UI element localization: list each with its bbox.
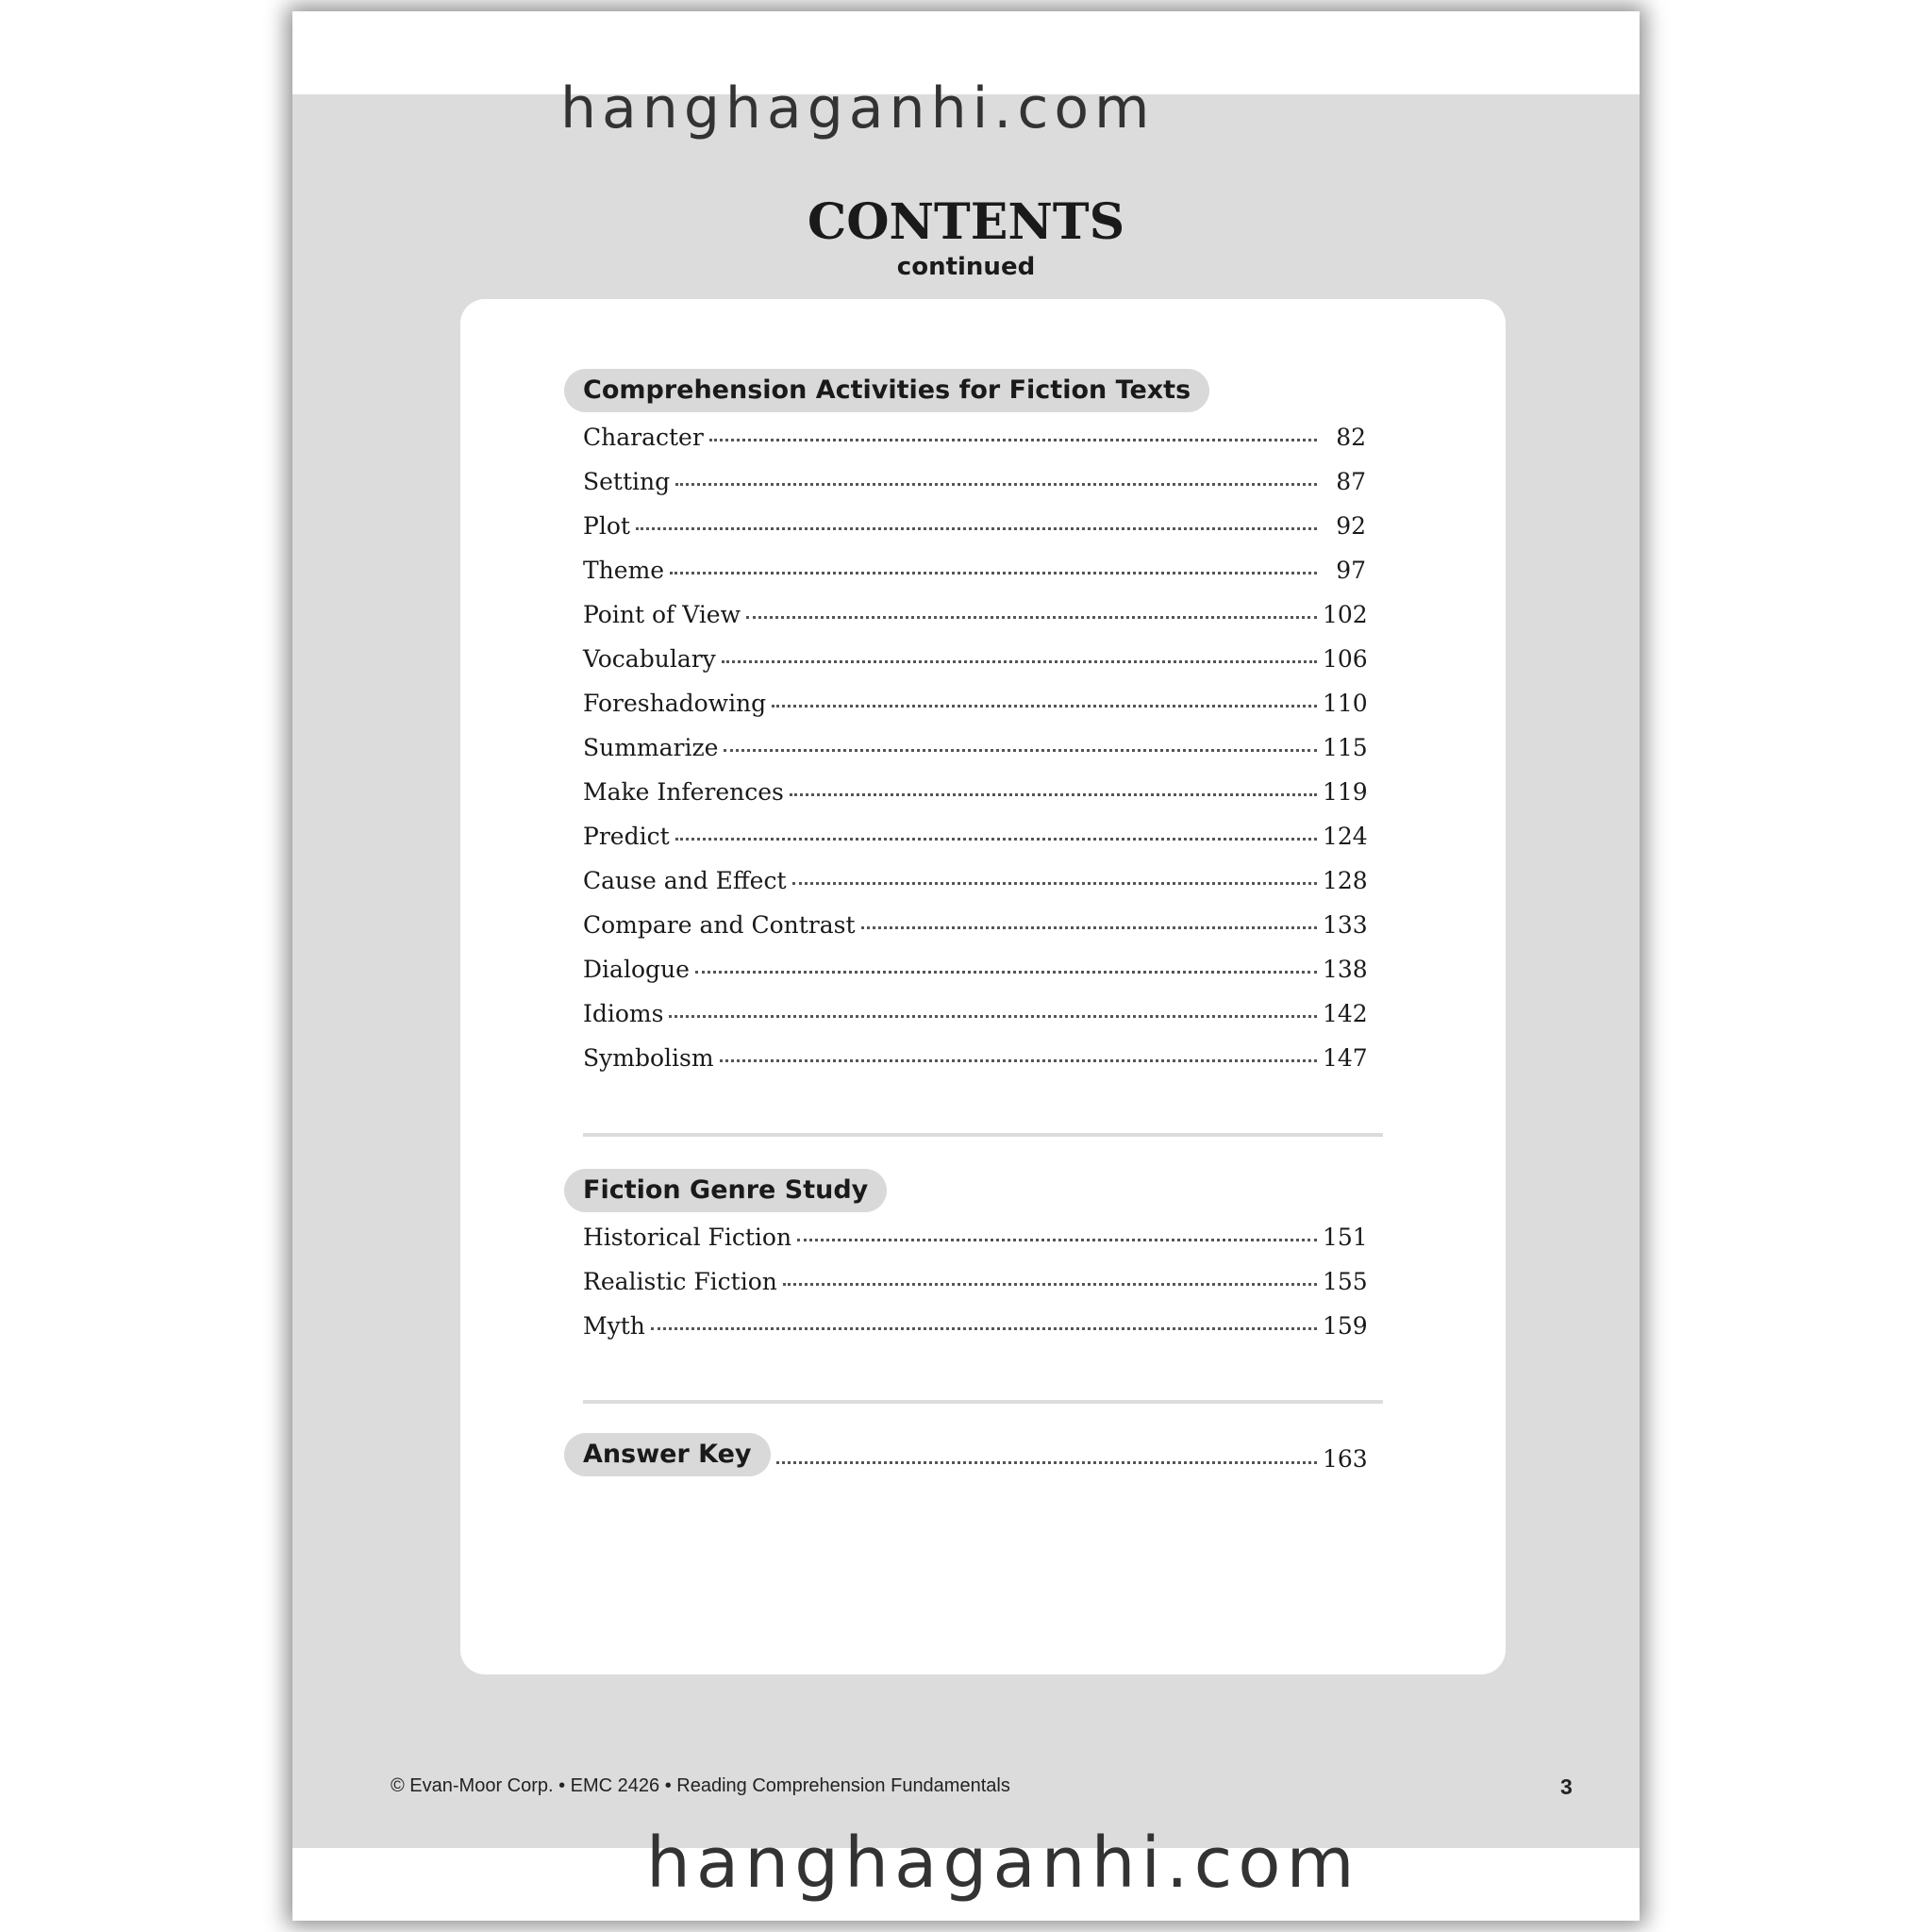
toc-entry[interactable]	[583, 645, 1366, 679]
toc-entry-label: Vocabulary	[583, 645, 716, 673]
toc-entry-label: Setting	[583, 468, 671, 495]
dot-leader	[790, 793, 1317, 796]
dot-leader	[675, 838, 1317, 841]
toc-entry-page: 92	[1336, 512, 1366, 540]
toc-entry-label: Realistic Fiction	[583, 1268, 777, 1295]
dot-leader	[797, 1239, 1317, 1241]
toc-entry-label: Compare and Contrast	[583, 911, 856, 939]
toc-entry-page: 128	[1323, 867, 1368, 894]
dot-leader	[709, 439, 1317, 441]
answer-key-heading: Answer Key	[564, 1433, 771, 1476]
dot-leader	[636, 527, 1317, 530]
toc-entry[interactable]	[583, 1000, 1366, 1034]
dot-leader	[651, 1327, 1317, 1330]
section-divider	[583, 1133, 1383, 1137]
toc-entry-label: Point of View	[583, 601, 741, 628]
toc-entry[interactable]	[583, 867, 1366, 901]
toc-entry-page: 159	[1323, 1312, 1368, 1340]
section-heading-genre: Fiction Genre Study	[564, 1169, 887, 1212]
toc-entry-page: 115	[1323, 734, 1368, 761]
toc-entry-page: 110	[1323, 690, 1368, 717]
dot-leader	[720, 1059, 1317, 1062]
toc-entry-page: 147	[1323, 1044, 1368, 1072]
toc-entry-label: Character	[583, 424, 704, 451]
toc-entry-label: Summarize	[583, 734, 719, 761]
toc-entry-label: Theme	[583, 557, 665, 584]
toc-entry-label: Cause and Effect	[583, 867, 787, 894]
toc-entry-label: Myth	[583, 1312, 645, 1340]
toc-entry-label: Historical Fiction	[583, 1224, 792, 1251]
dot-leader	[783, 1283, 1317, 1286]
toc-entry-page: 87	[1336, 468, 1366, 495]
footer-credit: © Evan-Moor Corp. • EMC 2426 • Reading Comprehension Fundamentals	[391, 1775, 1010, 1796]
page-number: 3	[1560, 1774, 1573, 1799]
toc-entry-page: 155	[1323, 1268, 1368, 1295]
toc-entry-label: Idioms	[583, 1000, 664, 1027]
toc-entry[interactable]	[583, 512, 1366, 546]
dot-leader	[861, 926, 1317, 929]
toc-entry[interactable]	[583, 468, 1366, 502]
dot-leader	[724, 749, 1317, 752]
toc-entry-page: 97	[1336, 557, 1366, 584]
toc-entry-label: Foreshadowing	[583, 690, 767, 717]
toc-entry[interactable]	[583, 557, 1366, 591]
toc-entry[interactable]	[583, 956, 1366, 990]
toc-entry-page: 138	[1323, 956, 1368, 983]
contents-card	[460, 299, 1506, 1674]
toc-entry[interactable]	[583, 778, 1366, 812]
dot-leader	[776, 1461, 1317, 1464]
toc-entry-page: 106	[1323, 645, 1368, 673]
toc-entry[interactable]	[583, 1044, 1366, 1078]
toc-entry-label: Predict	[583, 823, 670, 850]
toc-entry[interactable]	[583, 1312, 1366, 1346]
toc-entry[interactable]	[583, 1224, 1366, 1257]
page-title: CONTENTS	[807, 193, 1125, 251]
page-subtitle: continued	[896, 253, 1036, 281]
toc-entry-page: 133	[1323, 911, 1368, 939]
toc-entry[interactable]	[583, 734, 1366, 768]
dot-leader	[670, 572, 1317, 575]
dot-leader	[792, 882, 1317, 885]
answer-key-entry[interactable]	[583, 1433, 1366, 1476]
toc-entry-label: Make Inferences	[583, 778, 784, 806]
dot-leader	[695, 971, 1317, 974]
toc-entry[interactable]	[583, 424, 1366, 458]
dot-leader	[746, 616, 1317, 619]
watermark-bottom: hanghaganhi.com	[646, 1823, 1360, 1904]
answer-key-page: 163	[1323, 1444, 1368, 1473]
toc-entry-page: 82	[1336, 424, 1366, 451]
dot-leader	[772, 705, 1317, 708]
toc-entry-page: 142	[1323, 1000, 1368, 1027]
section-heading-comprehension: Comprehension Activities for Fiction Texts	[564, 369, 1209, 412]
toc-entry[interactable]	[583, 601, 1366, 635]
toc-entry[interactable]	[583, 690, 1366, 724]
toc-entry[interactable]	[583, 1268, 1366, 1302]
toc-entry-label: Dialogue	[583, 956, 690, 983]
dot-leader	[675, 483, 1317, 486]
toc-entry-label: Symbolism	[583, 1044, 714, 1072]
toc-entry-page: 102	[1323, 601, 1368, 628]
toc-entry[interactable]	[583, 823, 1366, 857]
toc-entry-label: Plot	[583, 512, 630, 540]
document-page	[292, 11, 1640, 1921]
section-divider	[583, 1400, 1383, 1404]
dot-leader	[722, 660, 1317, 663]
toc-entry-page: 124	[1323, 823, 1368, 850]
toc-entry[interactable]	[583, 911, 1366, 945]
dot-leader	[669, 1015, 1317, 1018]
toc-entry-page: 151	[1323, 1224, 1368, 1251]
toc-entry-page: 119	[1323, 778, 1368, 806]
watermark-top: hanghaganhi.com	[560, 75, 1156, 142]
